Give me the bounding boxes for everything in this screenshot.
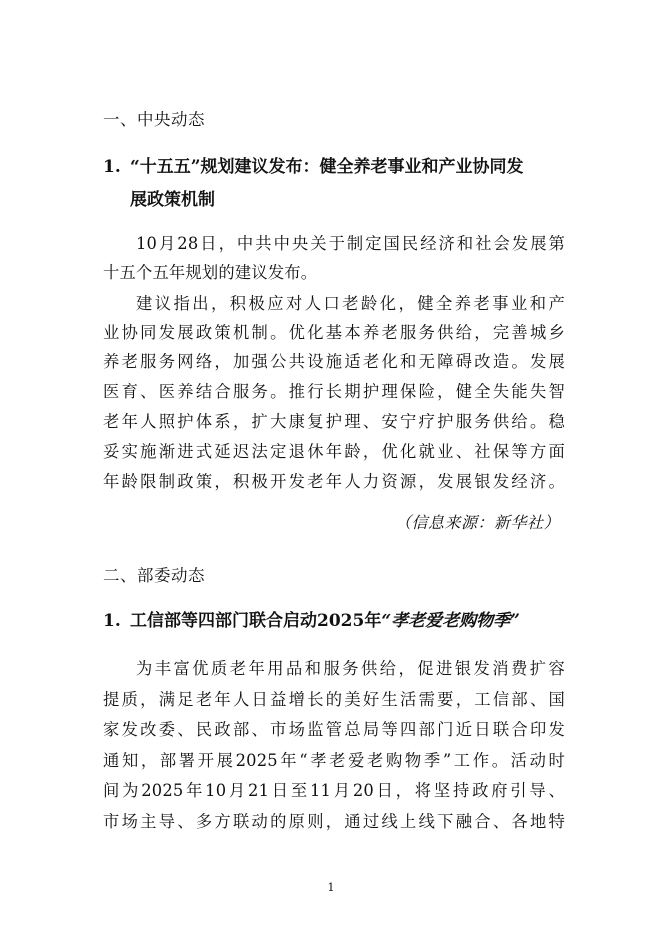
paragraph-line: 老年人照护体系，扩大康复护理、安宁疗护服务供给。稳 bbox=[103, 412, 565, 431]
paragraph-line: 业协同发展政策机制。优化基本养老服务供给，完善城乡 bbox=[103, 323, 565, 342]
item-number: 1. bbox=[103, 611, 121, 631]
item-title-emphasis: “孝老爱老购物季” bbox=[381, 611, 520, 631]
paragraph-line: 年龄限制政策，积极开发老年人力资源，发展银发经济。 bbox=[103, 472, 565, 491]
paragraph-line: 市场主导、多方联动的原则，通过线上线下融合、各地特 bbox=[103, 812, 565, 831]
item-title-line-1: “十五五”规划建议发布：健全养老事业和产业协同发 bbox=[130, 157, 524, 177]
item-number: 1. bbox=[103, 157, 121, 177]
paragraph-line: 十五个五年规划的建议发布。 bbox=[103, 263, 318, 282]
paragraph-line: 间为2025年10月21日至11月20日，将坚持政府引导、 bbox=[103, 781, 565, 800]
paragraph-line: 医育、医养结合服务。推行长期护理保险，健全失能失智 bbox=[103, 382, 565, 401]
source-attribution: （信息来源：新华社） bbox=[394, 513, 560, 532]
section-heading-central: 一、中央动态 bbox=[103, 110, 205, 129]
paragraph-line: 妥实施渐进式延迟法定退休年龄，优化就业、社保等方面 bbox=[103, 442, 565, 461]
paragraph-line: 家发改委、民政部、市场监管总局等四部门近日联合印发 bbox=[103, 720, 565, 739]
section-heading-ministries: 二、部委动态 bbox=[103, 566, 205, 585]
paragraph-line: 为丰富优质老年用品和服务供给，促进银发消费扩容 bbox=[136, 659, 565, 678]
paragraph-line: 养老服务网络，加强公共设施适老化和无障碍改造。发展 bbox=[103, 352, 565, 371]
item-title-central-1 bbox=[103, 151, 573, 217]
paragraph-line: 通知，部署开展2025年“孝老爱老购物季”工作。活动时 bbox=[103, 751, 565, 770]
item-title-text: 工信部等四部门联合启动2025年 bbox=[130, 611, 382, 631]
item-title-ministries-1 bbox=[103, 605, 573, 638]
page-number: 1 bbox=[327, 881, 335, 894]
item-title-line-2: 展政策机制 bbox=[130, 190, 215, 210]
paragraph-line: 10月28日，中共中央关于制定国民经济和社会发展第 bbox=[136, 234, 565, 253]
paragraph-line: 提质，满足老年人日益增长的美好生活需要，工信部、国 bbox=[103, 690, 565, 709]
paragraph-line: 建议指出，积极应对人口老龄化，健全养老事业和产 bbox=[136, 294, 565, 313]
